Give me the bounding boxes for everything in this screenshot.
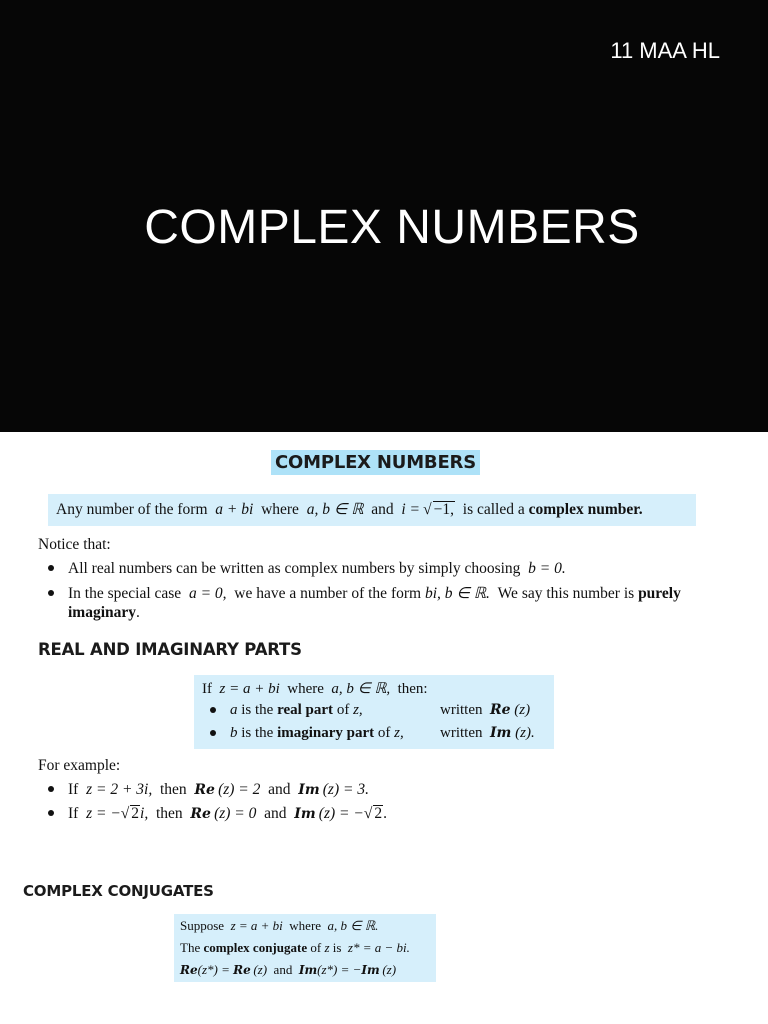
- written-imag: [440, 725, 535, 742]
- re-operator: Re: [190, 806, 211, 822]
- section-heading-complex-numbers: COMPLEX NUMBERS: [271, 450, 480, 475]
- definition-where: where: [261, 501, 299, 518]
- list-item: If z = −√ 2i, then Re (z) = 0 and Im (z) = −√ 2.: [48, 805, 387, 823]
- text: is: [332, 940, 342, 955]
- var: b: [230, 725, 238, 741]
- list-item: [48, 584, 681, 603]
- math: 2: [374, 805, 383, 822]
- math: (z) = −: [318, 805, 364, 822]
- re-operator: Re: [233, 963, 251, 977]
- note-text: We say this number is: [497, 585, 635, 602]
- text: then: [159, 781, 187, 798]
- term: imaginary part: [277, 725, 375, 741]
- math: (z): [253, 962, 268, 977]
- im-operator: Im: [298, 782, 320, 798]
- parts-definition-box: [194, 675, 554, 749]
- bullet-icon: [48, 565, 54, 571]
- bullet-icon: [48, 786, 54, 792]
- conjugate-line: [180, 940, 410, 956]
- text: and: [268, 781, 291, 798]
- math: (z) = 3.: [322, 781, 369, 798]
- var: a: [230, 702, 238, 718]
- term: real part: [277, 702, 334, 718]
- slide-title: COMPLEX NUMBERS: [144, 201, 640, 254]
- text: of: [336, 702, 350, 718]
- math: z = −: [86, 805, 121, 822]
- definition-vars: a, b ∈ ℝ: [306, 501, 364, 518]
- math: (z*) = −: [317, 962, 362, 977]
- note-math: bi, b ∈ ℝ.: [424, 585, 490, 602]
- bullet-icon: [210, 707, 216, 713]
- var: z,: [394, 725, 404, 741]
- parts-then: then:: [397, 681, 428, 697]
- arg: (z).: [515, 725, 535, 741]
- term: complex conjugate: [203, 940, 308, 955]
- math: a, b ∈ ℝ.: [327, 918, 379, 933]
- text: If: [68, 805, 79, 822]
- conjugate-line: [180, 918, 378, 934]
- text: and: [273, 962, 293, 977]
- re-operator: Re: [180, 963, 198, 977]
- text: is the: [241, 725, 274, 741]
- text: is the: [241, 702, 274, 718]
- parts-where: where: [287, 681, 324, 697]
- note-math: b = 0.: [528, 560, 566, 577]
- list-item: [210, 702, 363, 719]
- note-text: .: [136, 604, 140, 621]
- parts-math: z = a + bi: [219, 681, 280, 697]
- im-operator: Im: [294, 806, 316, 822]
- note-text: All real numbers can be written as complex numbers by simply choosing: [68, 560, 521, 577]
- math: (z*) =: [197, 962, 230, 977]
- bullet-icon: [210, 730, 216, 736]
- section-heading-real-imaginary: REAL AND IMAGINARY PARTS: [38, 640, 302, 659]
- text: written: [440, 725, 483, 741]
- document-page: [0, 432, 768, 1024]
- math: i,: [140, 805, 149, 822]
- math: z = a + bi: [230, 918, 283, 933]
- list-item: [48, 560, 566, 578]
- math: z = 2 + 3i,: [86, 781, 153, 798]
- text: of: [310, 940, 322, 955]
- im-operator: Im: [490, 725, 512, 741]
- var: z,: [353, 702, 363, 718]
- re-operator: Re: [490, 702, 511, 718]
- written-real: [440, 702, 530, 719]
- math: 2: [131, 805, 140, 822]
- note-term: imaginary: [68, 604, 137, 621]
- conjugate-line: [180, 962, 396, 978]
- definition-term: complex number.: [528, 501, 643, 518]
- re-operator: Re: [194, 782, 215, 798]
- definition-sqrt: −1,: [433, 501, 455, 518]
- note-text: In the special case: [68, 585, 182, 602]
- definition-text: Any number of the form: [56, 501, 208, 518]
- text: written: [440, 702, 483, 718]
- title-slide: [0, 0, 768, 432]
- section-heading-complex-conjugates: COMPLEX CONJUGATES: [23, 882, 214, 900]
- definition-called: is called a: [462, 501, 525, 518]
- definition-form: a + bi: [215, 501, 254, 518]
- math: z: [324, 940, 330, 955]
- bullet-icon: [48, 590, 54, 596]
- list-item: [48, 781, 369, 799]
- text: If: [68, 781, 79, 798]
- text: then: [155, 805, 183, 822]
- course-label: 11 MAA HL: [610, 38, 720, 63]
- parts-line: [202, 679, 428, 698]
- notice-label: Notice that:: [38, 536, 111, 553]
- math: (z) = 2: [218, 781, 261, 798]
- for-example-label: For example:: [38, 757, 121, 774]
- note-text: we have a number of the form: [234, 585, 422, 602]
- parts-if: If: [202, 681, 212, 697]
- text: where: [289, 918, 322, 933]
- bullet-icon: [48, 810, 54, 816]
- text: and: [264, 805, 287, 822]
- note-math: a = 0,: [188, 585, 227, 602]
- list-item: [210, 725, 404, 742]
- conjugate-definition-box: [174, 914, 436, 982]
- definition-and: and: [371, 501, 394, 518]
- math: (z): [382, 962, 397, 977]
- im-operator: Im: [298, 963, 318, 977]
- math: z* = a − bi.: [347, 940, 410, 955]
- parts-vars: a, b ∈ ℝ,: [331, 681, 391, 697]
- math: .: [383, 805, 387, 822]
- text: of: [377, 725, 391, 741]
- math: (z) = 0: [214, 805, 257, 822]
- definition-box: Any number of the form a + bi where a, b ∈ ℝ and i = √ −1, is called a complex number.: [48, 494, 696, 526]
- im-operator: Im: [361, 963, 380, 977]
- text: Suppose: [180, 918, 225, 933]
- arg: (z): [514, 702, 531, 718]
- list-item-continuation: [68, 604, 140, 622]
- note-term: purely: [638, 585, 681, 602]
- definition-i-eq: i =: [401, 501, 421, 518]
- text: The: [180, 940, 201, 955]
